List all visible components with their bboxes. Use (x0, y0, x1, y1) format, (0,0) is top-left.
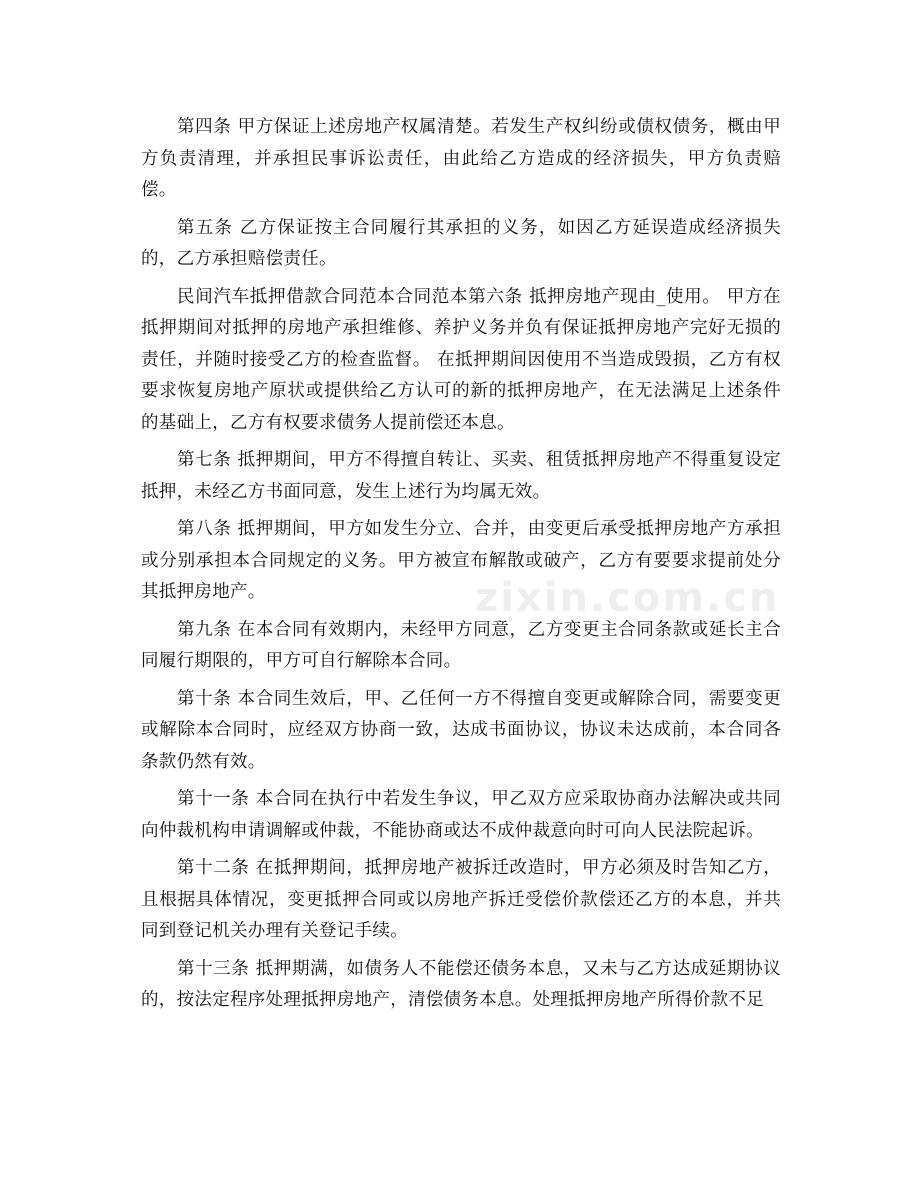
clause-8: 第八条 抵押期间，甲方如发生分立、合并，由变更后承受抵押房地产方承担或分别承担本合同规定的义务。甲方被宣布解散或破产，乙方有要要求提前处分其抵押房地产。 (141, 519, 781, 602)
clause-9: 第九条 在本合同有效期内，未经甲方同意，乙方变更主合同条款或延长主合同履行期限的，甲方可自行解除本合同。 (141, 619, 781, 671)
clause-11: 第十一条 本合同在执行中若发生争议，甲乙双方应采取协商办法解决或共同向仲裁机构申请调解或仲裁，不能协商或达不成仲裁意向时可向人民法院起诉。 (141, 789, 781, 841)
clause-7: 第七条 抵押期间，甲方不得擅自转让、买卖、租赁抵押房地产不得重复设定抵押，未经乙方书面同意，发生上述行为均属无效。 (141, 450, 781, 502)
clause-10: 第十条 本合同生效后，甲、乙任何一方不得擅自变更或解除合同，需要变更或解除本合同时，应经双方协商一致，达成书面协议，协议未达成前，本合同各条款仍然有效。 (141, 688, 781, 772)
clause-13: 第十三条 抵押期满，如债务人不能偿还债务本息，又未与乙方达成延期协议的，按法定程序处理抵押房地产，清偿债务本息。处理抵押房地产所得价款不足 (141, 958, 781, 1010)
watermark: zixin.com.cn (475, 575, 780, 621)
clause-6: 民间汽车抵押借款合同范本合同范本第六条 抵押房地产现由_使用。 甲方在抵押期间对抵押的房地产承担维修、养护义务并负有保证抵押房地产完好无损的责任，并随时接受乙方的检查监督。 在抵押期间因使用不当造成毁损，乙方有权要求恢复房地产原状或提供给乙方认可的新的抵押房地产，在无法满足上述条件的基础上，乙方有权要求债务人提前偿还本息。 (141, 286, 781, 433)
clause-5: 第五条 乙方保证按主合同履行其承担的义务，如因乙方延误造成经济损失的，乙方承担赔偿责任。 (141, 217, 781, 269)
contract-body (141, 112, 781, 1023)
clause-4: 第四条 甲方保证上述房地产权属清楚。若发生产权纠纷或债权债务，概由甲方负责清理，并承担民事诉讼责任，由此给乙方造成的经济损失，甲方负责赔偿。 (141, 117, 781, 200)
clause-12: 第十二条 在抵押期间，抵押房地产被拆迁改造时，甲方必须及时告知乙方，且根据具体情况，变更抵押合同或以房地产拆迁受偿价款偿还乙方的本息，并共同到登记机关办理有关登记手续。 (141, 858, 781, 941)
